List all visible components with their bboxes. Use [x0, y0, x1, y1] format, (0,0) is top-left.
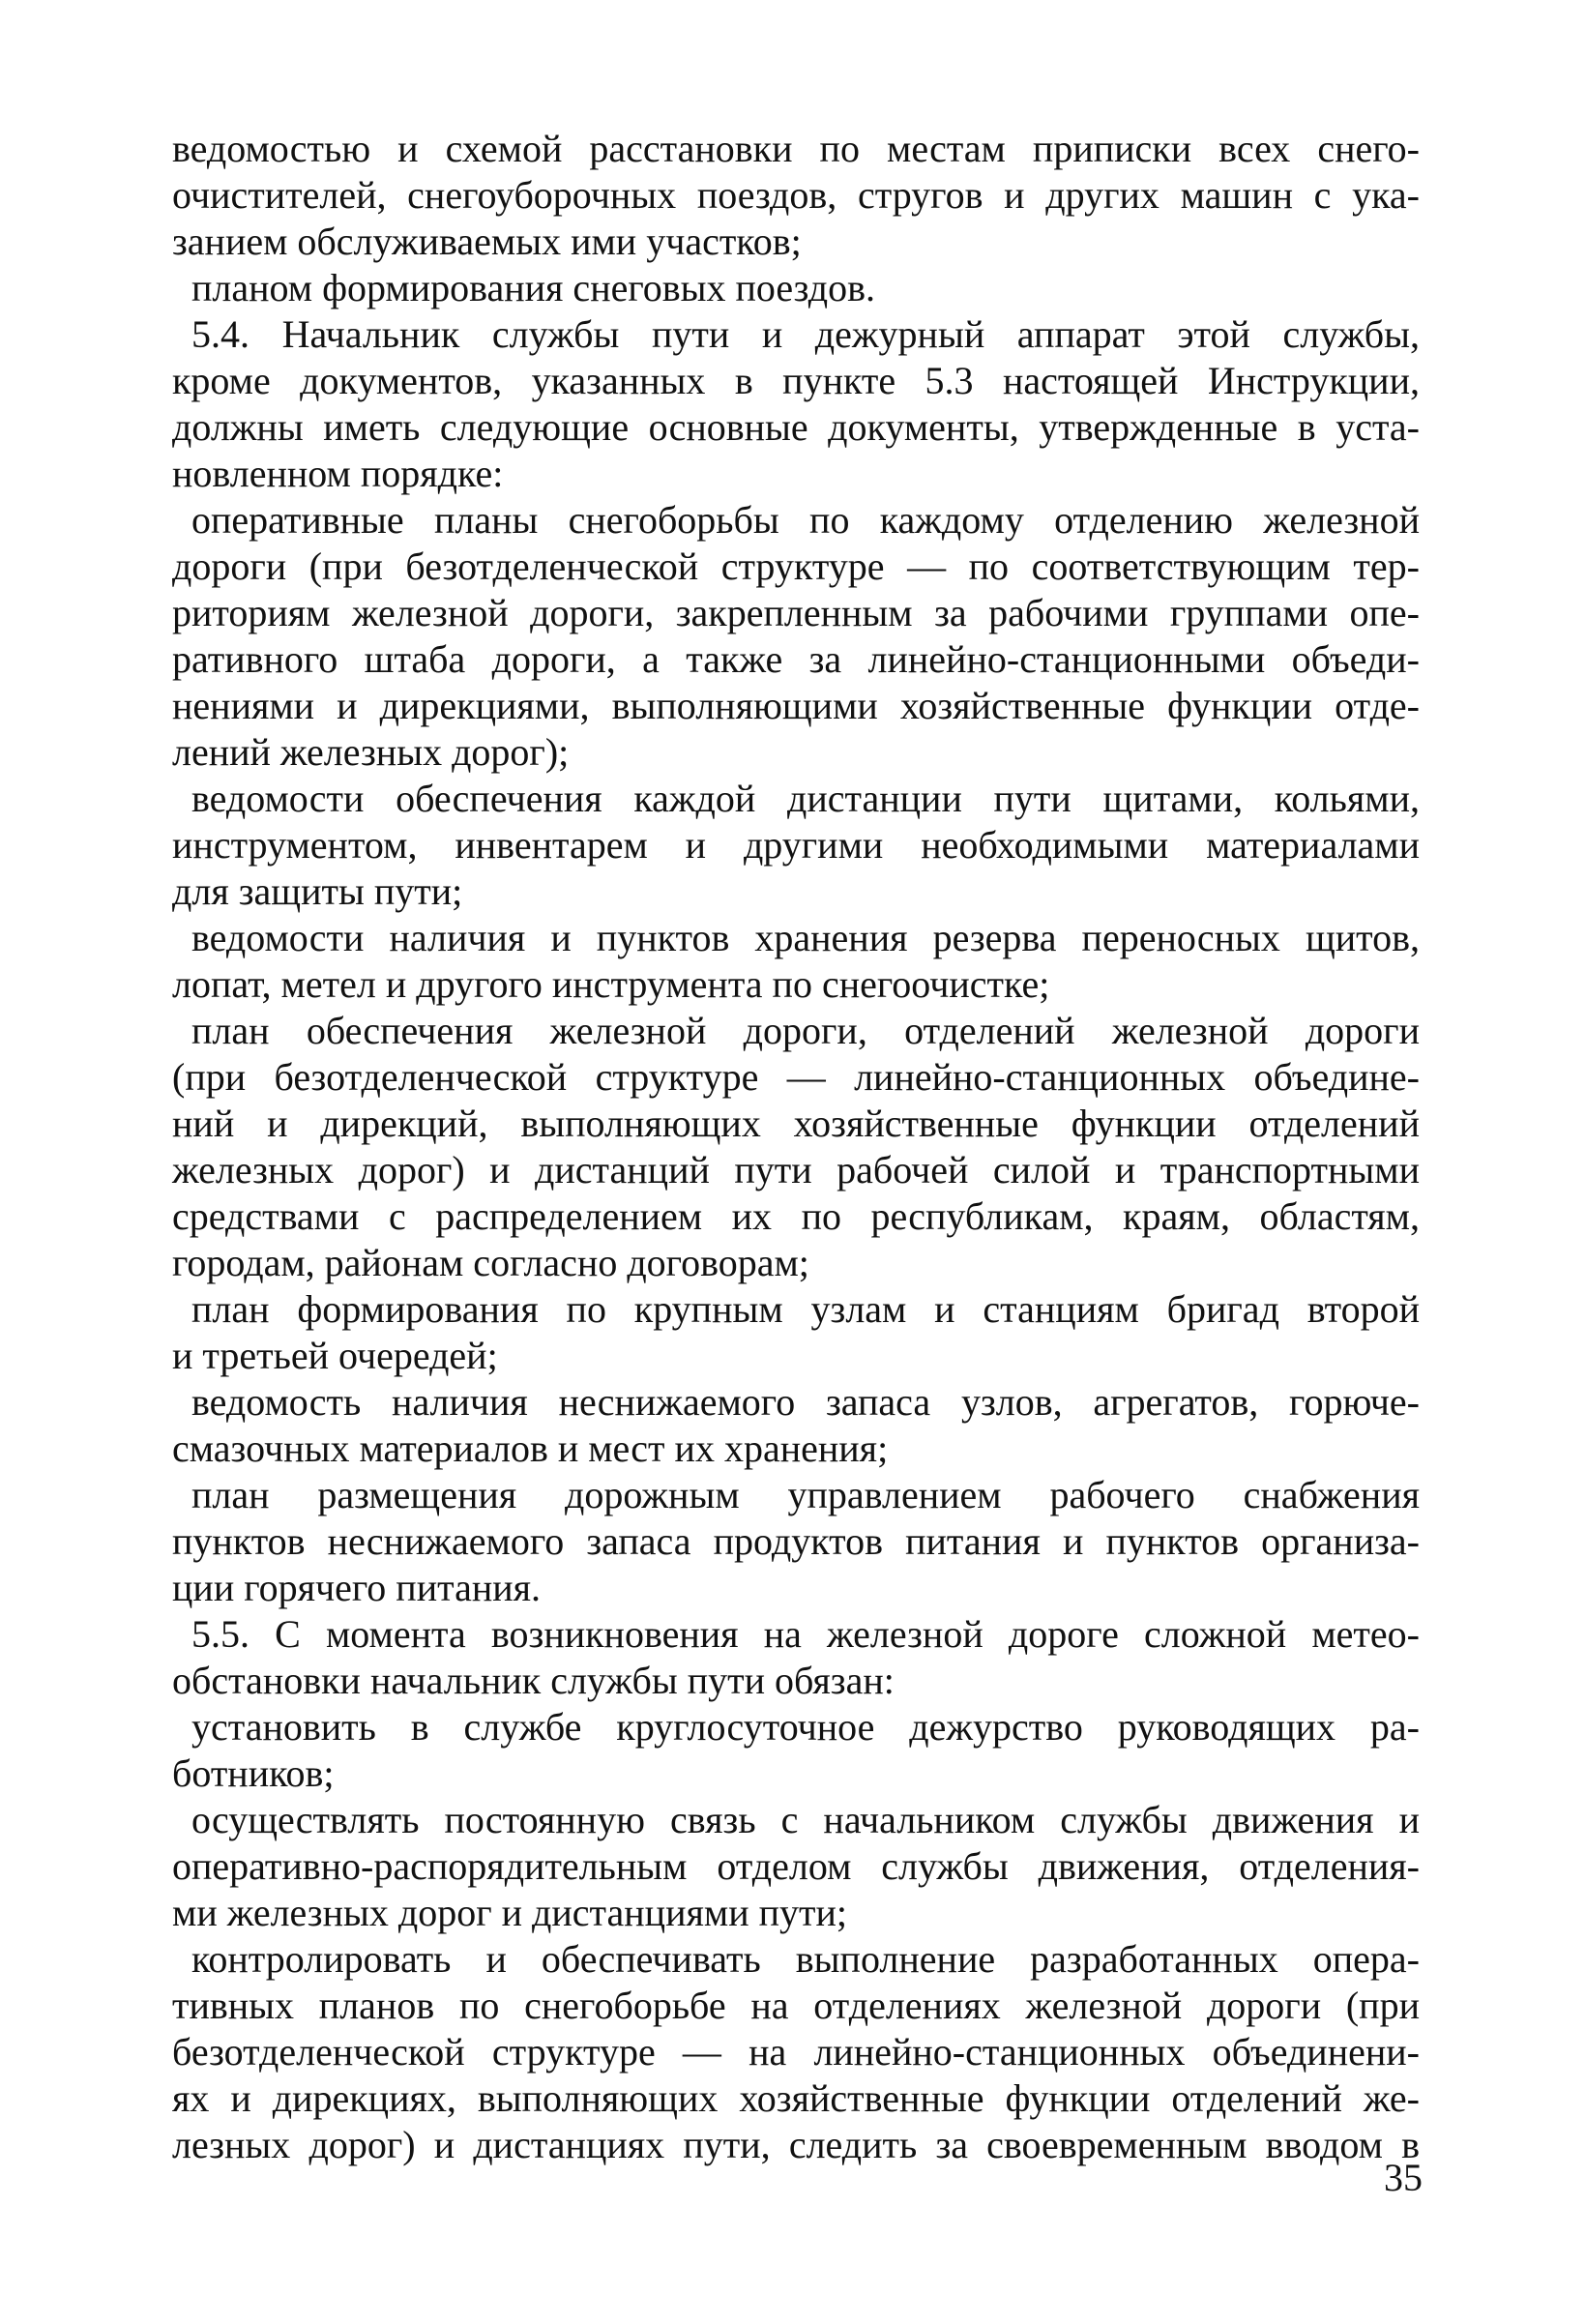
text-line: смазочных материалов и мест их хранения;	[172, 1427, 889, 1470]
text-line: лезных дорог) и дистанциях пути, следить за своевременным вводом в	[172, 2123, 1420, 2166]
text-line: ции горячего питания.	[172, 1566, 542, 1609]
text-line: оперативно-распорядительным отделом службы движения, отделения-	[172, 1844, 1420, 1888]
body-text	[172, 126, 1420, 2168]
text-line: 5.4. Начальник службы пути и дежурный аппарат этой службы,	[191, 312, 1420, 356]
text-line: пунктов неснижаемого запаса продуктов питания и пунктов организа-	[172, 1519, 1420, 1563]
text-line: планом формирования снеговых поездов.	[191, 266, 875, 309]
text-line: ми железных дорог и дистанциями пути;	[172, 1891, 848, 1934]
text-line: ведомость наличия неснижаемого запаса узлов, агрегатов, горюче-	[191, 1380, 1420, 1424]
text-line: осуществлять постоянную связь с начальником службы движения и	[191, 1798, 1420, 1841]
text-line: дороги (при безотделенческой структуре — по соответствующим тер-	[172, 544, 1420, 588]
text-line: установить в службе круглосуточное дежурство руководящих ра-	[191, 1705, 1420, 1749]
text-line: лений железных дорог);	[172, 730, 570, 774]
text-line: ведомости обеспечения каждой дистанции пути щитами, кольями,	[191, 777, 1420, 820]
text-line: очистителей, снегоуборочных поездов, стругов и других машин с ука-	[172, 173, 1420, 217]
text-line: нениями и дирекциями, выполняющими хозяйственные функции отде-	[172, 684, 1420, 727]
text-line: городам, районам согласно договорам;	[172, 1241, 809, 1284]
text-line: для защиты пути;	[172, 869, 463, 913]
text-line: железных дорог) и дистанций пути рабочей силой и транспортными	[172, 1148, 1420, 1191]
page-number: 35	[1384, 2156, 1423, 2199]
text-line: лопат, метел и другого инструмента по снегоочистке;	[172, 962, 1050, 1006]
text-line: должны иметь следующие основные документы, утвержденные в уста-	[172, 405, 1420, 449]
text-line: тивных планов по снегоборьбе на отделениях железной дороги (при	[172, 1984, 1420, 2027]
text-line: ботников;	[172, 1751, 335, 1795]
text-line: новленном порядке:	[172, 452, 504, 495]
text-line: и третьей очередей;	[172, 1334, 498, 1377]
text-line: оперативные планы снегоборьбы по каждому отделению железной	[191, 498, 1420, 542]
text-line: ях и дирекциях, выполняющих хозяйственные функции отделений же-	[172, 2076, 1420, 2120]
text-line: план размещения дорожным управлением рабочего снабжения	[191, 1473, 1420, 1516]
text-line: безотделенческой структуре — на линейно-станционных объединени-	[172, 2030, 1420, 2074]
text-line: ний и дирекций, выполняющих хозяйственные функции отделений	[172, 1102, 1420, 1145]
text-line: 5.5. С момента возникновения на железной дороге сложной метео-	[191, 1612, 1420, 1656]
text-line: обстановки начальник службы пути обязан:	[172, 1659, 895, 1702]
text-line: (при безотделенческой структуре — линейно-станционных объедине-	[172, 1055, 1420, 1099]
text-line: инструментом, инвентарем и другими необходимыми материалами	[172, 823, 1420, 867]
text-line: кроме документов, указанных в пункте 5.3 настоящей Инструкции,	[172, 359, 1420, 402]
text-line: риториям железной дороги, закрепленным за рабочими группами опе-	[172, 591, 1420, 634]
text-line: план обеспечения железной дороги, отделений железной дороги	[191, 1009, 1420, 1052]
text-line: средствами с распределением их по республикам, краям, областям,	[172, 1194, 1420, 1238]
text-line: план формирования по крупным узлам и станциям бригад второй	[191, 1287, 1420, 1331]
text-line: занием обслуживаемых ими участков;	[172, 220, 802, 263]
text-line: ведомости наличия и пунктов хранения резерва переносных щитов,	[191, 916, 1420, 959]
text-line: контролировать и обеспечивать выполнение разработанных опера-	[191, 1937, 1420, 1981]
text-line: ративного штаба дороги, а также за линейно-станционными объеди-	[172, 637, 1420, 681]
text-line: ведомостью и схемой расстановки по местам приписки всех снего-	[172, 127, 1420, 170]
